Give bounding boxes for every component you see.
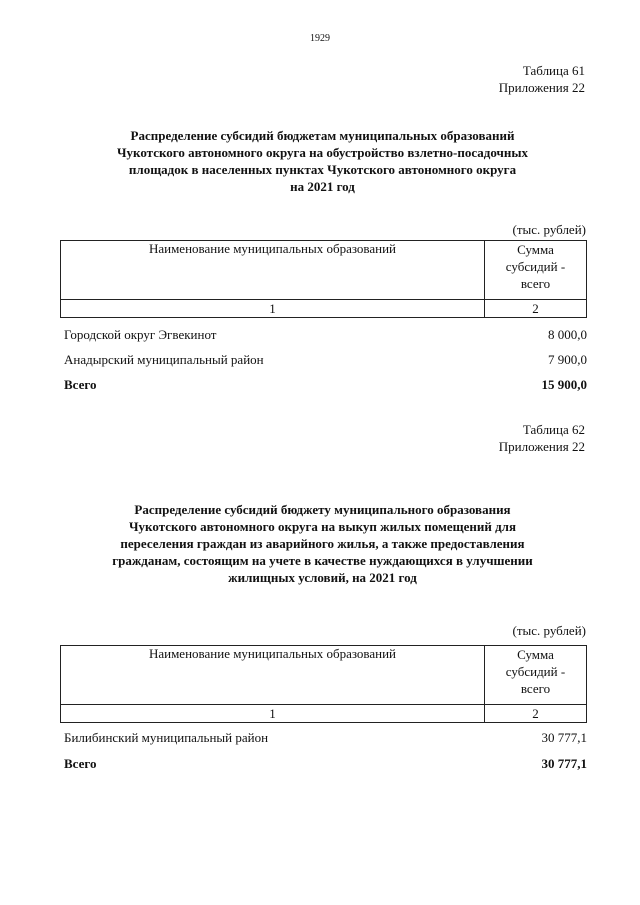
title-line: Распределение субсидий бюджету муниципального образования <box>134 502 511 517</box>
title-line: гражданам, состоящим на учете в качестве нуждающихся в улучшении <box>112 553 533 568</box>
table-row <box>64 730 587 746</box>
table-caption-appendix: Приложения 22 <box>498 80 585 95</box>
row-value: 7 900,0 <box>548 352 587 367</box>
table-row <box>64 352 587 368</box>
table-61-unit: (тыс. рублей) <box>512 222 586 237</box>
title-line: Чукотского автономного округа на обустройство взлетно-посадочных <box>116 145 529 160</box>
row-name: Анадырский муниципальный район <box>64 352 264 367</box>
total-value: 15 900,0 <box>541 377 587 392</box>
table-62-unit: (тыс. рублей) <box>512 623 586 638</box>
title-line: Чукотского автономного округа на выкуп жилых помещений для <box>129 519 516 534</box>
table-61-title <box>60 127 585 195</box>
row-value: 8 000,0 <box>548 327 587 342</box>
column-number-1: 1 <box>61 300 485 318</box>
total-label: Всего <box>64 377 97 392</box>
table-row <box>64 327 587 343</box>
page-number: 1929 <box>310 33 330 44</box>
header-sum-cell <box>485 241 587 300</box>
total-value: 30 777,1 <box>541 756 587 771</box>
column-number-1: 1 <box>61 705 485 723</box>
table-62-header <box>60 645 587 723</box>
header-sum-line: всего <box>520 276 551 291</box>
header-sum-line: Сумма <box>517 242 554 257</box>
header-sum-line: всего <box>520 681 551 696</box>
column-number-2: 2 <box>485 705 587 723</box>
table-caption-number: Таблица 61 <box>522 63 585 78</box>
header-name-cell: Наименование муниципальных образований <box>61 646 485 705</box>
title-line: переселения граждан из аварийного жилья, а также предоставления <box>120 536 525 551</box>
header-sum-cell <box>485 646 587 705</box>
column-number-2: 2 <box>485 300 587 318</box>
table-62-title <box>60 501 585 586</box>
row-value: 30 777,1 <box>541 730 587 745</box>
header-sum-line: субсидий - <box>505 259 566 274</box>
title-line: Распределение субсидий бюджетам муниципальных образований <box>130 128 515 143</box>
title-line: на 2021 год <box>290 179 355 194</box>
row-name: Билибинский муниципальный район <box>64 730 269 745</box>
table-caption-appendix: Приложения 22 <box>498 439 585 454</box>
row-name: Городской округ Эгвекинот <box>64 327 217 342</box>
table-caption-number: Таблица 62 <box>522 422 585 437</box>
table-61-caption <box>499 62 585 96</box>
title-line: жилищных условий, на 2021 год <box>228 570 417 585</box>
table-total-row <box>64 756 587 772</box>
title-line: площадок в населенных пунктах Чукотского автономного округа <box>128 162 517 177</box>
table-total-row <box>64 377 587 393</box>
header-sum-line: субсидий - <box>505 664 566 679</box>
header-sum-line: Сумма <box>517 647 554 662</box>
total-label: Всего <box>64 756 97 771</box>
table-62-caption <box>499 421 585 455</box>
header-name-cell: Наименование муниципальных образований <box>61 241 485 300</box>
table-61-header <box>60 240 587 318</box>
